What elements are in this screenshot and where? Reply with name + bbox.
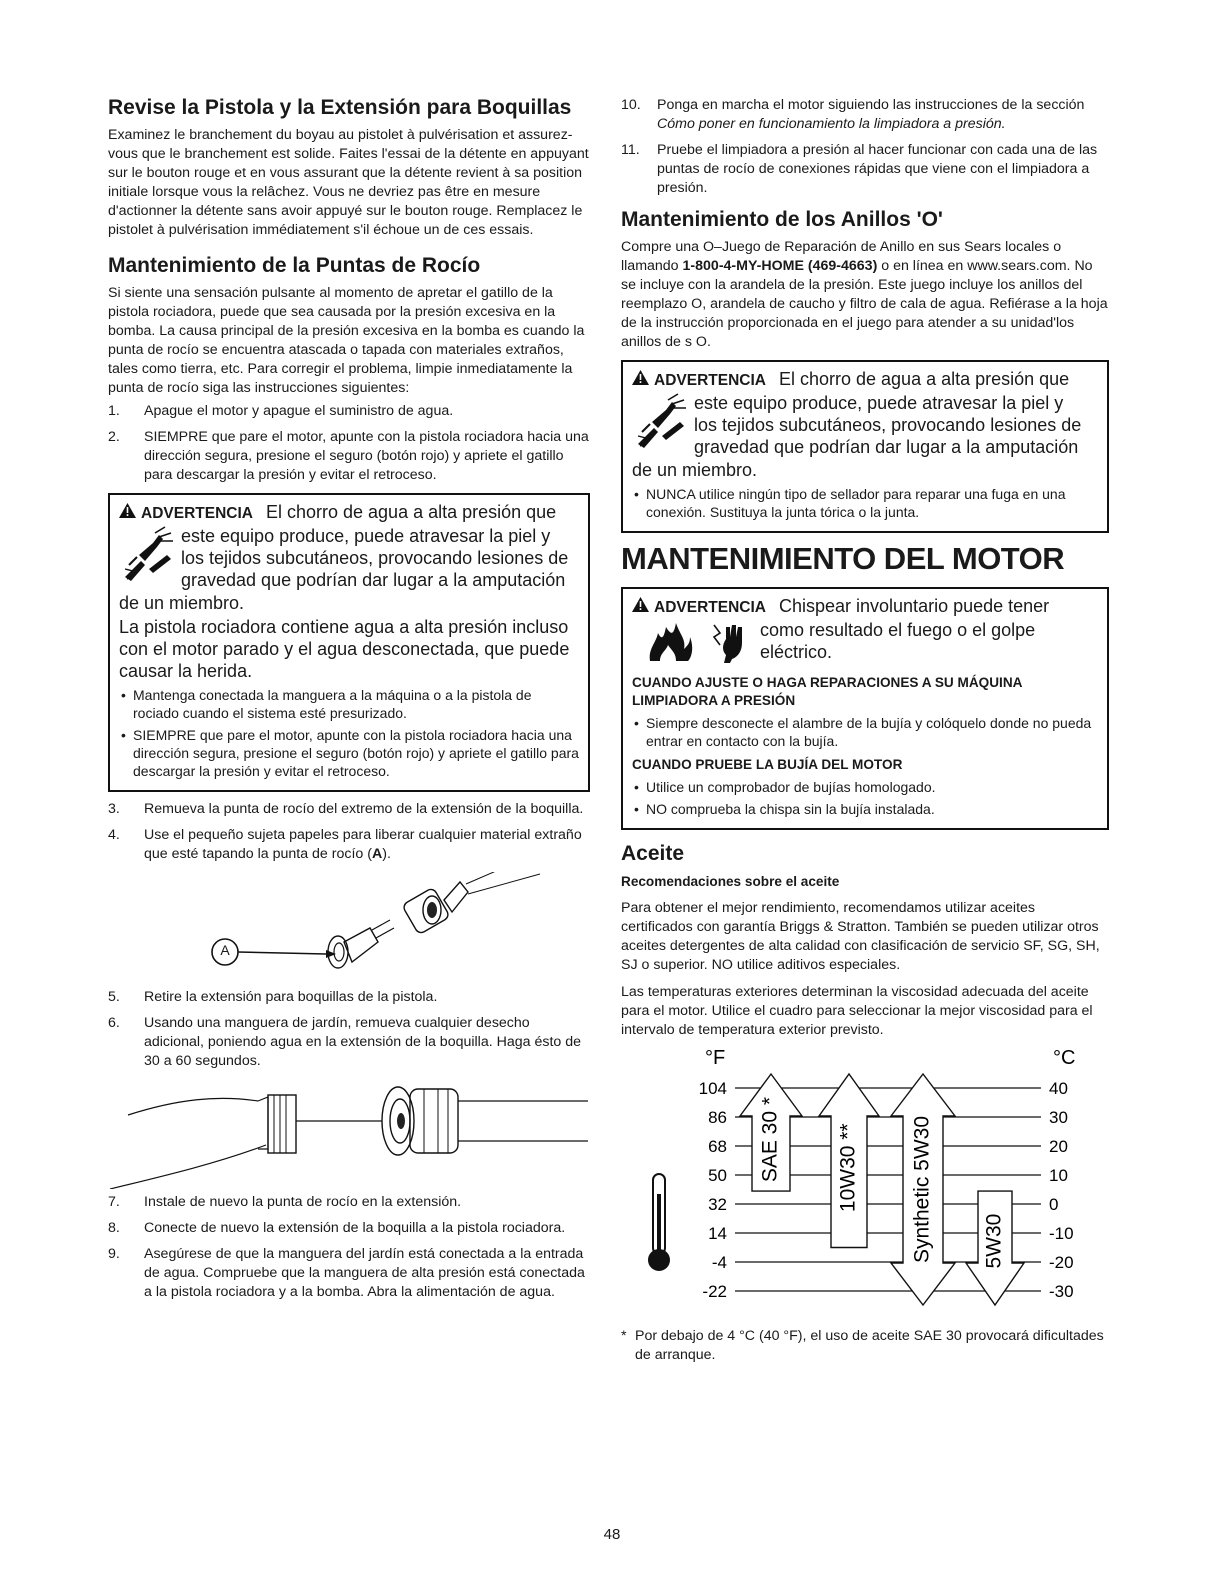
footnote: * Por debajo de 4 °C (40 °F), el uso de aceite SAE 30 provocará dificultades de arranque. bbox=[621, 1328, 1104, 1363]
tick-label-celsius: 20 bbox=[1049, 1137, 1068, 1156]
unit-celsius: °C bbox=[1053, 1047, 1076, 1069]
warning-line: gravedad que podrían dar lugar a la amputación bbox=[694, 437, 1079, 457]
warning-title: ADVERTENCIA bbox=[654, 372, 766, 389]
warning-line: gravedad que podrían dar lugar a la amputación bbox=[181, 570, 566, 590]
steps-list-a bbox=[108, 402, 590, 485]
fire-icon bbox=[646, 619, 694, 668]
tick-label-fahrenheit: 14 bbox=[708, 1224, 727, 1243]
warning-line: como resultado el fuego o el golpe bbox=[760, 620, 1036, 640]
page-number: 48 bbox=[603, 1526, 621, 1543]
steps-list-d bbox=[108, 1193, 590, 1302]
list-item: • Mantenga conectada la manguera a la máquina o a la pistola de rociado cuando el sistema esté presurizado. bbox=[119, 686, 579, 722]
thermometer-mercury bbox=[657, 1194, 661, 1256]
tick-label-celsius: 0 bbox=[1049, 1195, 1059, 1214]
list-item: 4. Use el pequeño sujeta papeles para liberar cualquier material extraño que esté tapando la punta de rocío (A). bbox=[108, 827, 582, 862]
heading-puntas-rocio: Mantenimiento de la Puntas de Rocío bbox=[108, 254, 481, 277]
warning-box-anillos bbox=[621, 360, 1109, 533]
warning-tail: de un miembro. bbox=[632, 460, 758, 480]
warning-line: eléctrico. bbox=[760, 642, 833, 662]
tick-label-celsius: -30 bbox=[1049, 1282, 1074, 1301]
warning-extra: La pistola rociadora contiene agua a alta presión incluso con el motor parado y el agua desconectada, que puede causar la herida. bbox=[119, 617, 570, 681]
warning-bullets bbox=[632, 778, 1098, 818]
warning-bullets bbox=[632, 485, 1098, 521]
steps-list-c bbox=[108, 988, 590, 1071]
paragraph-pistola: Examinez le branchement du boyau au pistolet à pulvérisation et assurez-vous que le branchement est solide. Faites l'essai de la détente en appuyant sur le bouton rouge et en vous assurant que la détente revient à sa position initiale lorsque vous la relâchez. Vous ne devriez pas être en mesure d'actionner la détente sans avoir appuyé sur le bouton rouge. Remplacez le pistolet à pulvérisation immédiatement s'il échoue un de ces essais. bbox=[108, 127, 589, 238]
warning-bullets bbox=[632, 714, 1098, 750]
warning-triangle-icon bbox=[119, 501, 136, 523]
list-item: 10. Ponga en marcha el motor siguiendo las instrucciones de la sección Cómo poner en funcionamiento la limpiadora a presión. bbox=[621, 97, 1085, 132]
oil-viscosity-chart bbox=[621, 1044, 1109, 1321]
tick-label-fahrenheit: 86 bbox=[708, 1108, 727, 1127]
warning-box-motor bbox=[621, 587, 1109, 830]
warning-line: los tejidos subcutáneos, provocando lesiones de bbox=[181, 548, 569, 568]
unit-fahrenheit: °F bbox=[705, 1047, 726, 1069]
callout-label-a: A bbox=[220, 942, 230, 958]
warning-subcaption: CUANDO AJUSTE O HAGA REPARACIONES A SU MÁQUINA LIMPIADORA A PRESIÓN bbox=[632, 675, 1022, 708]
tick-label-celsius: -10 bbox=[1049, 1224, 1074, 1243]
tick-label-celsius: -20 bbox=[1049, 1253, 1074, 1272]
warning-bullets bbox=[119, 686, 579, 780]
heading-recomendaciones: Recomendaciones sobre el aceite bbox=[621, 874, 840, 889]
warning-line: este equipo produce, puede atravesar la piel y bbox=[694, 393, 1064, 413]
viscosity-range-label: 5W30 bbox=[982, 1213, 1006, 1269]
tick-label-fahrenheit: -4 bbox=[711, 1253, 727, 1272]
list-item: • NUNCA utilice ningún tipo de sellador para reparar una fuga en una conexión. Sustituya la junta tórica o la junta. bbox=[632, 485, 1098, 521]
tick-label-fahrenheit: 32 bbox=[708, 1195, 727, 1214]
left-column bbox=[108, 96, 590, 1310]
paragraph-anillos: Compre una O–Juego de Reparación de Anillo en sus Sears locales o llamando 1-800-4-MY-HOME (469-4663) o en línea en www.sears.com. No se incluye con la arandela de la presión. Este juego incluye los anillos del reemplazo O, arandela de caucho y filtro de cala de agua. Refiérase a la hoja de la instrucción proporcionada en el juego para atender a su unidad'los anillos de s O. bbox=[621, 239, 1108, 350]
list-item: • NO comprueba la chispa sin la bujía instalada. bbox=[632, 800, 1098, 818]
warning-lead: El chorro de agua a alta presión que bbox=[265, 502, 557, 522]
list-item: 7. Instale de nuevo la punta de rocío en la extensión. bbox=[108, 1194, 462, 1210]
spray-tip-illustration bbox=[108, 872, 590, 984]
tick-label-fahrenheit: 68 bbox=[708, 1137, 727, 1156]
tick-label-fahrenheit: 50 bbox=[708, 1166, 727, 1185]
tick-label-celsius: 30 bbox=[1049, 1108, 1068, 1127]
right-column bbox=[621, 96, 1109, 1365]
list-item: • SIEMPRE que pare el motor, apunte con la pistola rociadora hacia una dirección segura, presione el seguro (botón rojo) y apriete el gatillo para descargar la presión y evitar el retroceso. bbox=[119, 726, 579, 780]
heading-mantenimiento-motor: MANTENIMIENTO DEL MOTOR bbox=[621, 541, 1065, 576]
paragraph-aceite-2: Las temperaturas exteriores determinan la viscosidad adecuada del aceite para el motor. Utilice el cuadro para seleccionar la mejor viscosidad para el intervalo de temperatura exterior previsto. bbox=[621, 984, 1093, 1038]
heading-aceite: Aceite bbox=[621, 842, 685, 865]
steps-list-e bbox=[621, 96, 1109, 198]
warning-subcaption: CUANDO PRUEBE LA BUJÍA DEL MOTOR bbox=[632, 757, 903, 772]
list-item: 8. Conecte de nuevo la extensión de la boquilla a la pistola rociadora. bbox=[108, 1220, 566, 1236]
warning-triangle-icon bbox=[632, 595, 649, 617]
list-item: 3. Remueva la punta de rocío del extremo de la extensión de la boquilla. bbox=[108, 801, 584, 817]
water-jet-injury-icon bbox=[119, 525, 177, 592]
paragraph-puntas: Si siente una sensación pulsante al momento de apretar el gatillo de la pistola rociadora, puede que sea causada por la presión excesiva en la bomba. La causa principal de la presión excesiva en la bomba es cuando la punta de rocío se encuentra atascada o tapada con materiales extraños, tales como tierra, etc. Para corregir el problema, limpie inmediatamente la punta de rocío siga las instrucciones siguientes: bbox=[108, 285, 585, 396]
tick-label-fahrenheit: -22 bbox=[702, 1282, 727, 1301]
paragraph-aceite-1: Para obtener el mejor rendimiento, recomendamos utilizar aceites certificados con garantía Briggs & Stratton. También se pueden utilizar otros aceites detergentes de alta calidad con clasificación de servicio SF, SG, SH, SJ o superior. NO utilice aditivos especiales. bbox=[621, 900, 1100, 973]
warning-line: los tejidos subcutáneos, provocando lesiones de bbox=[694, 415, 1082, 435]
viscosity-range-label: Synthetic 5W30 bbox=[910, 1115, 934, 1264]
tick-label-celsius: 10 bbox=[1049, 1166, 1068, 1185]
warning-box-pistola bbox=[108, 493, 590, 792]
list-item: • Siempre desconecte el alambre de la bujía y colóquelo donde no pueda entrar en contacto con la bujía. bbox=[632, 714, 1098, 750]
tick-label-fahrenheit: 104 bbox=[698, 1079, 727, 1098]
tick-label-celsius: 40 bbox=[1049, 1079, 1068, 1098]
heading-revise-pistola: Revise la Pistola y la Extensión para Boquillas bbox=[108, 96, 572, 119]
hose-illustration bbox=[108, 1079, 590, 1189]
list-item: 11. Pruebe el limpiadora a presión al hacer funcionar con cada una de las puntas de rocío de conexiones rápidas que viene con el limpiadora a presión. bbox=[621, 142, 1098, 196]
list-item: 2. SIEMPRE que pare el motor, apunte con la pistola rociadora hacia una dirección segura, presione el seguro (botón rojo) y apriete el gatillo para descargar la presión y evitar el retroceso. bbox=[108, 429, 589, 483]
warning-triangle-icon bbox=[632, 368, 649, 390]
warning-lead: El chorro de agua a alta presión que bbox=[778, 369, 1070, 389]
list-item: 9. Asegúrese de que la manguera del jardín está conectada a la entrada de agua. Compruebe que la manguera de alta presión está conectada a la pistola rociadora y a la bomba. Abra la alimentación de agua. bbox=[108, 1246, 585, 1300]
list-item: • Utilice un comprobador de bujías homologado. bbox=[632, 778, 1098, 796]
warning-title: ADVERTENCIA bbox=[141, 505, 253, 522]
steps-list-b bbox=[108, 800, 590, 864]
list-item: 6. Usando una manguera de jardín, remueva cualquier desecho adicional, poniendo agua en la extensión de la boquilla. Haga ésto de 30 a 60 segundos. bbox=[108, 1015, 581, 1069]
warning-line: este equipo produce, puede atravesar la piel y bbox=[181, 526, 551, 546]
warning-tail: de un miembro. bbox=[119, 593, 245, 613]
warning-title: ADVERTENCIA bbox=[654, 599, 766, 616]
warning-lead: Chispear involuntario puede tener bbox=[778, 596, 1050, 616]
heading-anillos: Mantenimiento de los Anillos 'O' bbox=[621, 208, 943, 231]
list-item: 5. Retire la extensión para boquillas de la pistola. bbox=[108, 989, 438, 1005]
electric-shock-icon bbox=[708, 619, 750, 668]
list-item: 1. Apague el motor y apague el suministro de agua. bbox=[108, 403, 454, 419]
viscosity-range-label: 10W30 ** bbox=[836, 1123, 860, 1213]
water-jet-injury-icon bbox=[632, 392, 690, 459]
viscosity-range-label: SAE 30 * bbox=[758, 1096, 782, 1183]
